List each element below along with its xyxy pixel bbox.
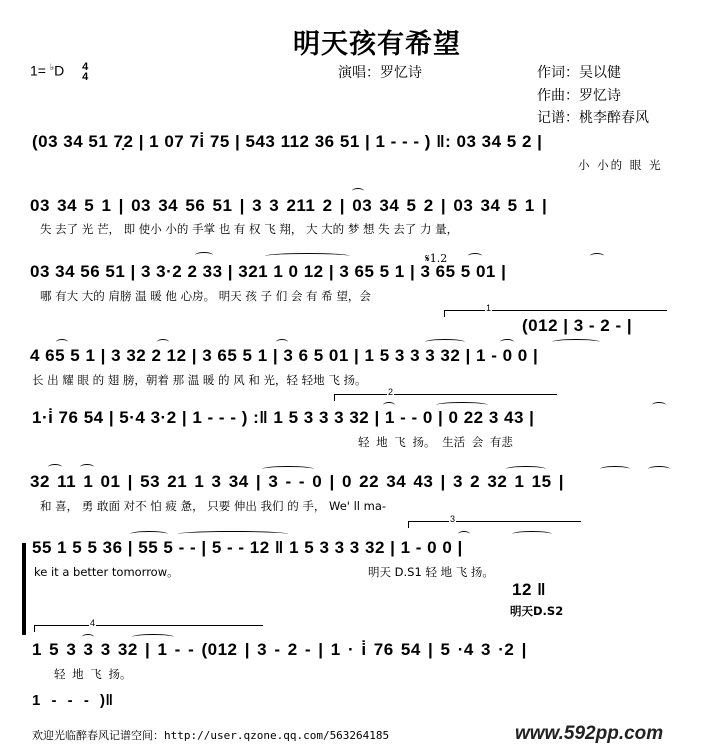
tie — [425, 339, 465, 345]
score-ds2: 12 ‖ — [512, 580, 547, 599]
segno-sign: 𝄋1.2 — [425, 252, 448, 265]
slur — [56, 339, 68, 345]
key-signature — [30, 62, 88, 82]
slur — [48, 464, 62, 470]
lyrics-line-6: 和 喜， 勇 敢面 对不 怕 疲 惫， 只要 伸出 我们 的 手， We' ll ma- — [40, 499, 387, 513]
tie — [512, 531, 552, 537]
tie — [552, 339, 600, 345]
score-volta-1: (012 | 3 - 2 - | — [522, 316, 633, 335]
score-line-2: 03 34 5 1 | 03 34 56 51 | 3 3 211 2 | 03 34 5 2 | 03 34 5 1 | — [30, 196, 548, 215]
lyrics-line-7-left: ke it a better tomorrow。 — [34, 565, 179, 579]
slur — [468, 253, 482, 259]
lyricist-credit: 作词：吴以健 — [537, 65, 621, 81]
score-line-8: 1 5 3 3 3 32 | 1 - - (012 | 3 - 2 - | 1 · i̇ 76 54 | 5 ·4 3 ·2 | — [32, 640, 527, 659]
time-top: 4 — [82, 61, 89, 73]
composer-credit: 作曲：罗忆诗 — [537, 88, 621, 104]
score-line-7: 55 1 5 5 36 | 55 5 - - | 5 - - 12 ‖ 1 5 3 3 3 32 | 1 - 0 0 | — [32, 538, 463, 557]
tie — [600, 466, 630, 472]
score-line-1: (03 34 51 7̣2 | 1 07 7i̇ 75 | 543 112 36 51 | 1 - - - ) ‖: 03 34 5 2 | — [32, 132, 543, 151]
volta-label: 3 — [450, 514, 456, 524]
slur — [500, 339, 514, 345]
system-bracket — [22, 543, 26, 635]
volta-label: 1 — [486, 303, 492, 313]
slur — [652, 402, 666, 408]
tie — [648, 466, 670, 472]
score-line-6: 32 11 1 01 | 53 21 1 3 34 | 3 - - 0 | 0 22 34 43 | 3 2 32 1 15 | — [30, 472, 565, 491]
volta-bracket-4 — [34, 618, 263, 632]
volta-bracket-2 — [334, 387, 557, 401]
slur — [80, 464, 94, 470]
lyrics-line-8: 轻 地 飞 扬。 — [54, 667, 132, 681]
score-line-3: 03 34 56 51 | 3 3·2 2 33 | 321 1 0 12 | 3 65 5 1 | 3 65 5 01 | — [30, 262, 507, 281]
site-brand[interactable]: www.592pp.com — [515, 723, 664, 744]
lyrics-ds2: 明天D.S2 — [510, 604, 564, 618]
tie — [265, 253, 350, 259]
tie — [178, 531, 288, 537]
score-line-9: 1 - - - )‖ — [32, 692, 114, 709]
slur — [458, 531, 470, 537]
singer-credit: 演唱：罗忆诗 — [338, 65, 422, 81]
tie — [130, 531, 168, 537]
slur — [352, 188, 364, 194]
slur — [195, 252, 213, 258]
transcriber-credit: 记谱：桃李醉春风 — [537, 110, 649, 126]
footer-welcome: 欢迎光临醉春风记谱空间：http://user.qzone.qq.com/563264185 — [32, 729, 390, 742]
volta-label: 2 — [388, 387, 394, 397]
time-bottom: 4 — [82, 71, 89, 83]
time-signature — [82, 62, 88, 82]
flat-sign: ♭ — [49, 62, 55, 73]
score-line-5: 1·i̇ 76 54 | 5·4 3·2 | 1 - - - ) :‖ 1 5 3 3 3 32 | 1 - - 0 | 0 22 3 43 | — [32, 408, 535, 427]
lyrics-line-4: 长 出 耀 眼 的 翅 膀，朝着 那 温 暖 的 风 和 光，轻 轻地 飞 扬。 — [32, 373, 367, 387]
lyrics-line-5: 轻 地 飞 扬。 生活 会 有悲 — [358, 435, 513, 449]
score-line-4: 4 65 5 1 | 3 32 2 12 | 3 65 5 1 | 3 6 5 01 | 1 5 3 3 3 32 | 1 - 0 0 | — [30, 346, 539, 365]
lyrics-line-2: 失 去了 光 芒， 即 使小 小的 手掌 也 有 权 飞 翔， 大 大的 梦 想 失 去了 力 量， — [40, 222, 459, 236]
key-label: 1= — [30, 62, 46, 79]
key-note: D — [54, 62, 65, 79]
lyrics-line-7-right: 明天 D.S1 轻 地 飞 扬。 — [368, 565, 494, 579]
slur — [590, 253, 604, 259]
lyrics-line-1: 小 小的 眼 光 — [578, 158, 663, 172]
song-title: 明天孩有希望 — [293, 29, 461, 60]
slur — [157, 339, 169, 345]
volta-bracket-3 — [408, 514, 581, 528]
volta-label: 4 — [90, 618, 96, 628]
slur — [276, 339, 288, 345]
lyrics-line-3: 哪 有大 大的 肩膀 温 暖 他 心房。 明天 孩 子 们 会 有 希 望，会 — [40, 289, 371, 303]
